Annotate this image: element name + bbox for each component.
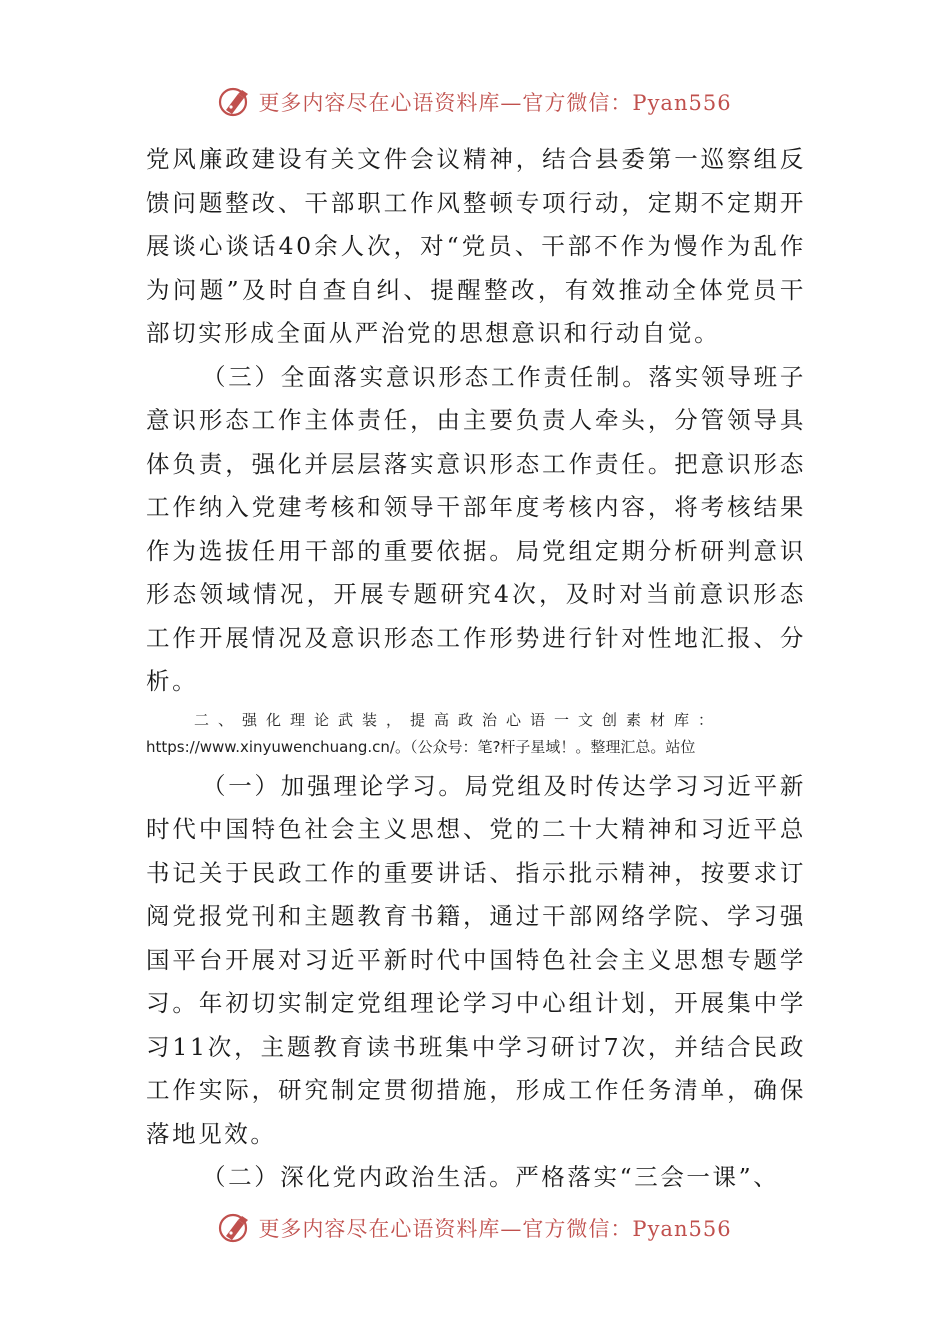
banner-text: 更多内容尽在心语资料库—官方微信：Pyan556 <box>258 1217 732 1241</box>
section-heading-two <box>146 707 806 761</box>
pen-nib-logo-icon <box>218 85 252 119</box>
paragraph-ideology-responsibility: （三）全面落实意识形态工作责任制。落实领导班子意识形态工作主体责任，由主要负责人牵头，分管领导具体负责，强化并层层落实意识形态工作责任。把意识形态工作纳入党建考核和领导干部年度考核内容，将考核结果作为选拔任用干部的重要依据。局党组定期分析研判意识形态领域情况，开展专题研究4次，及时对当前意识形态工作开展情况及意识形态工作形势进行针对性地汇报、分析。 <box>146 362 806 695</box>
section-heading-url: https://www.xinyuwenchuang.cn/ <box>146 737 395 756</box>
section-heading-lead: 二、强化理论武装，提高政治心语一文创素材库： <box>194 710 723 729</box>
pen-nib-logo-icon <box>218 1211 252 1245</box>
banner-text: 更多内容尽在心语资料库—官方微信：Pyan556 <box>258 91 732 115</box>
paragraph-continued: 党风廉政建设有关文件会议精神，结合县委第一巡察组反馈问题整改、干部职工作风整顿专项行动，定期不定期开展谈心谈话40余人次，对“党员、干部不作为慢作为乱作为问题”及时自查自纠、提醒整改，有效推动全体党员干部切实形成全面从严治党的思想意识和行动自觉。 <box>146 145 806 347</box>
section-heading-tail: 。（公众号：笔?杆子星域！。整理汇总。站位 <box>394 737 696 756</box>
paragraph-theory-study: （一）加强理论学习。局党组及时传达学习习近平新时代中国特色社会主义思想、党的二十大精神和习近平总书记关于民政工作的重要讲话、指示批示精神，按要求订阅党报党刊和主题教育书籍，通过干部网络学院、学习强国平台开展对习近平新时代中国特色社会主义思想专题学习。年初切实制定党组理论学习中心组计划，开展集中学习11次，主题教育读书班集中学习研讨7次，并结合民政工作实际，研究制定贯彻措施，形成工作任务清单，确保落地见效。 <box>146 771 806 1148</box>
document-body <box>146 138 806 1200</box>
header-banner <box>0 82 950 122</box>
paragraph-political-life: （二）深化党内政治生活。严格落实“三会一课”、 <box>202 1163 780 1191</box>
footer-banner <box>0 1208 950 1248</box>
